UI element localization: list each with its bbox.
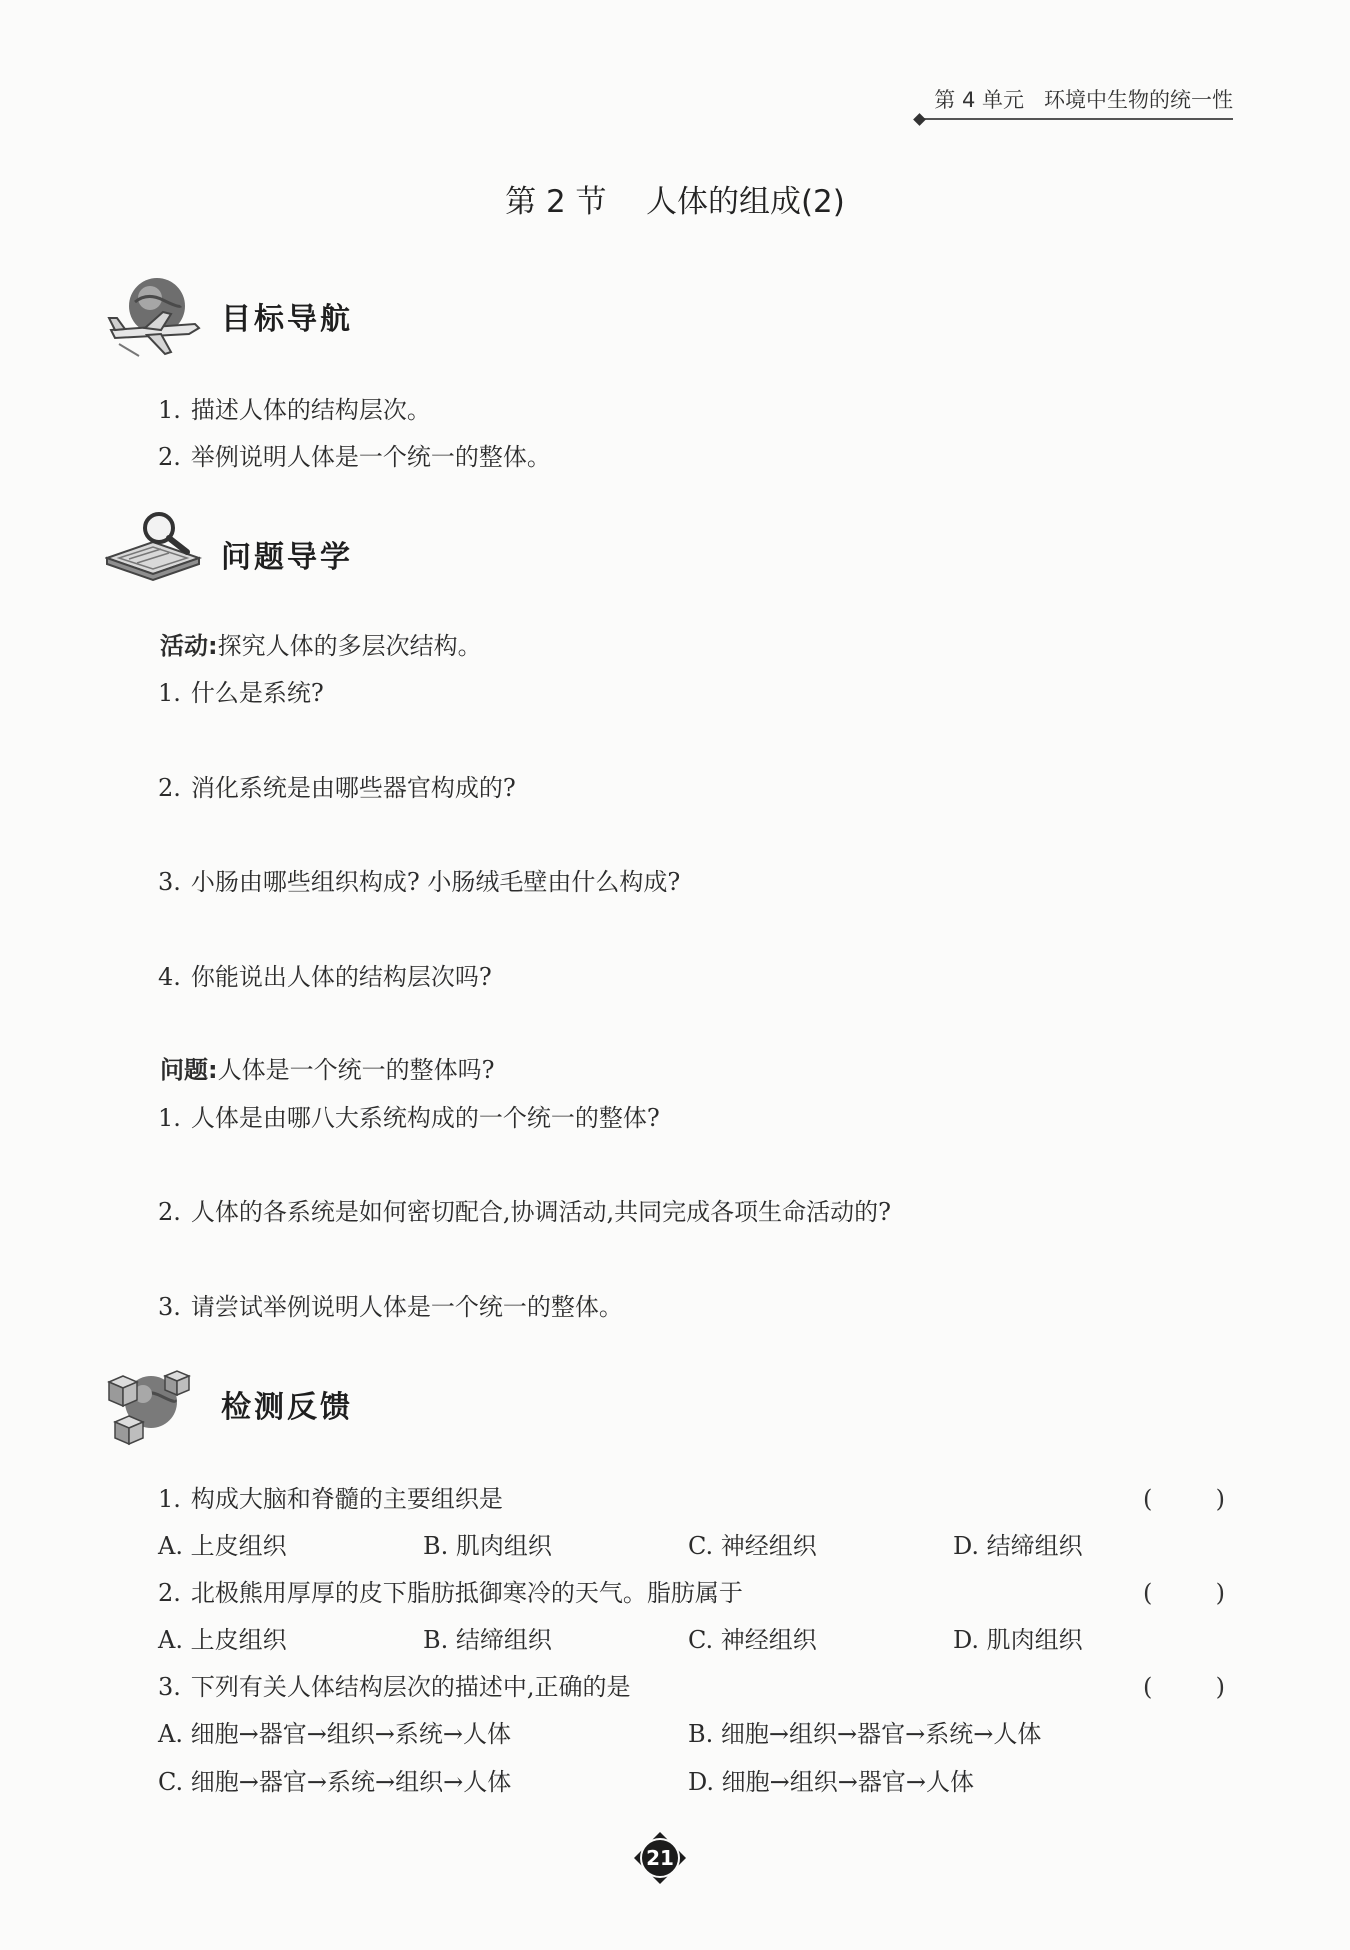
activity-item: 3. 小肠由哪些组织构成? 小肠绒毛壁由什么构成? xyxy=(158,868,681,896)
goal-item: 2. 举例说明人体是一个统一的整体。 xyxy=(158,443,551,471)
section-goals xyxy=(105,272,525,362)
page-number: 21 xyxy=(632,1830,688,1886)
option-d[interactable]: D. 细胞→组织→器官→人体 xyxy=(688,1768,974,1796)
check-question-3: 3. 下列有关人体结构层次的描述中,正确的是 xyxy=(158,1673,631,1701)
magnifier-notebook-icon xyxy=(105,512,205,592)
question-heading: 问题:人体是一个统一的整体吗? xyxy=(160,1056,495,1084)
option-c[interactable]: C. 神经组织 xyxy=(688,1626,817,1654)
section-check xyxy=(105,1360,525,1450)
globe-cubes-icon xyxy=(105,1360,205,1450)
answer-bracket[interactable]: ( ) xyxy=(1143,1485,1225,1513)
option-d[interactable]: D. 结缔组织 xyxy=(953,1532,1083,1560)
option-c[interactable]: C. 神经组织 xyxy=(688,1532,817,1560)
activity-item: 4. 你能说出人体的结构层次吗? xyxy=(158,963,492,991)
diamond-bullet-icon xyxy=(913,113,926,126)
section-label: 问题导学 xyxy=(221,540,353,575)
activity-item: 1. 什么是系统? xyxy=(158,679,324,707)
option-a[interactable]: A. 细胞→器官→组织→系统→人体 xyxy=(158,1720,512,1748)
activity-item: 2. 消化系统是由哪些器官构成的? xyxy=(158,774,516,802)
option-a[interactable]: A. 上皮组织 xyxy=(158,1532,287,1560)
activity-heading: 活动:探究人体的多层次结构。 xyxy=(160,632,482,660)
goal-item: 1. 描述人体的结构层次。 xyxy=(158,396,431,424)
section-label: 目标导航 xyxy=(221,302,353,337)
answer-bracket[interactable]: ( ) xyxy=(1143,1579,1225,1607)
question-item: 1. 人体是由哪八大系统构成的一个统一的整体? xyxy=(158,1104,660,1132)
check-question-1: 1. 构成大脑和脊髓的主要组织是 xyxy=(158,1485,503,1513)
option-b[interactable]: B. 肌肉组织 xyxy=(423,1532,552,1560)
option-d[interactable]: D. 肌肉组织 xyxy=(953,1626,1083,1654)
option-c[interactable]: C. 细胞→器官→系统→组织→人体 xyxy=(158,1768,512,1796)
unit-number: 第 4 单元 xyxy=(934,88,1024,112)
question-item: 3. 请尝试举例说明人体是一个统一的整体。 xyxy=(158,1293,623,1321)
answer-bracket[interactable]: ( ) xyxy=(1143,1673,1225,1701)
question-item: 2. 人体的各系统是如何密切配合,协调活动,共同完成各项生命活动的? xyxy=(158,1198,892,1226)
option-b[interactable]: B. 结缔组织 xyxy=(423,1626,552,1654)
globe-airplane-icon xyxy=(105,272,205,362)
check-question-2: 2. 北极熊用厚厚的皮下脂肪抵御寒冷的天气。脂肪属于 xyxy=(158,1579,743,1607)
section-label: 检测反馈 xyxy=(221,1390,353,1425)
option-b[interactable]: B. 细胞→组织→器官→系统→人体 xyxy=(688,1720,1042,1748)
lesson-title: 第 2 节 人体的组成(2) xyxy=(505,184,845,220)
unit-title: 环境中生物的统一性 xyxy=(1044,88,1233,112)
option-a[interactable]: A. 上皮组织 xyxy=(158,1626,287,1654)
running-header xyxy=(924,84,1233,120)
section-guided xyxy=(105,512,525,602)
